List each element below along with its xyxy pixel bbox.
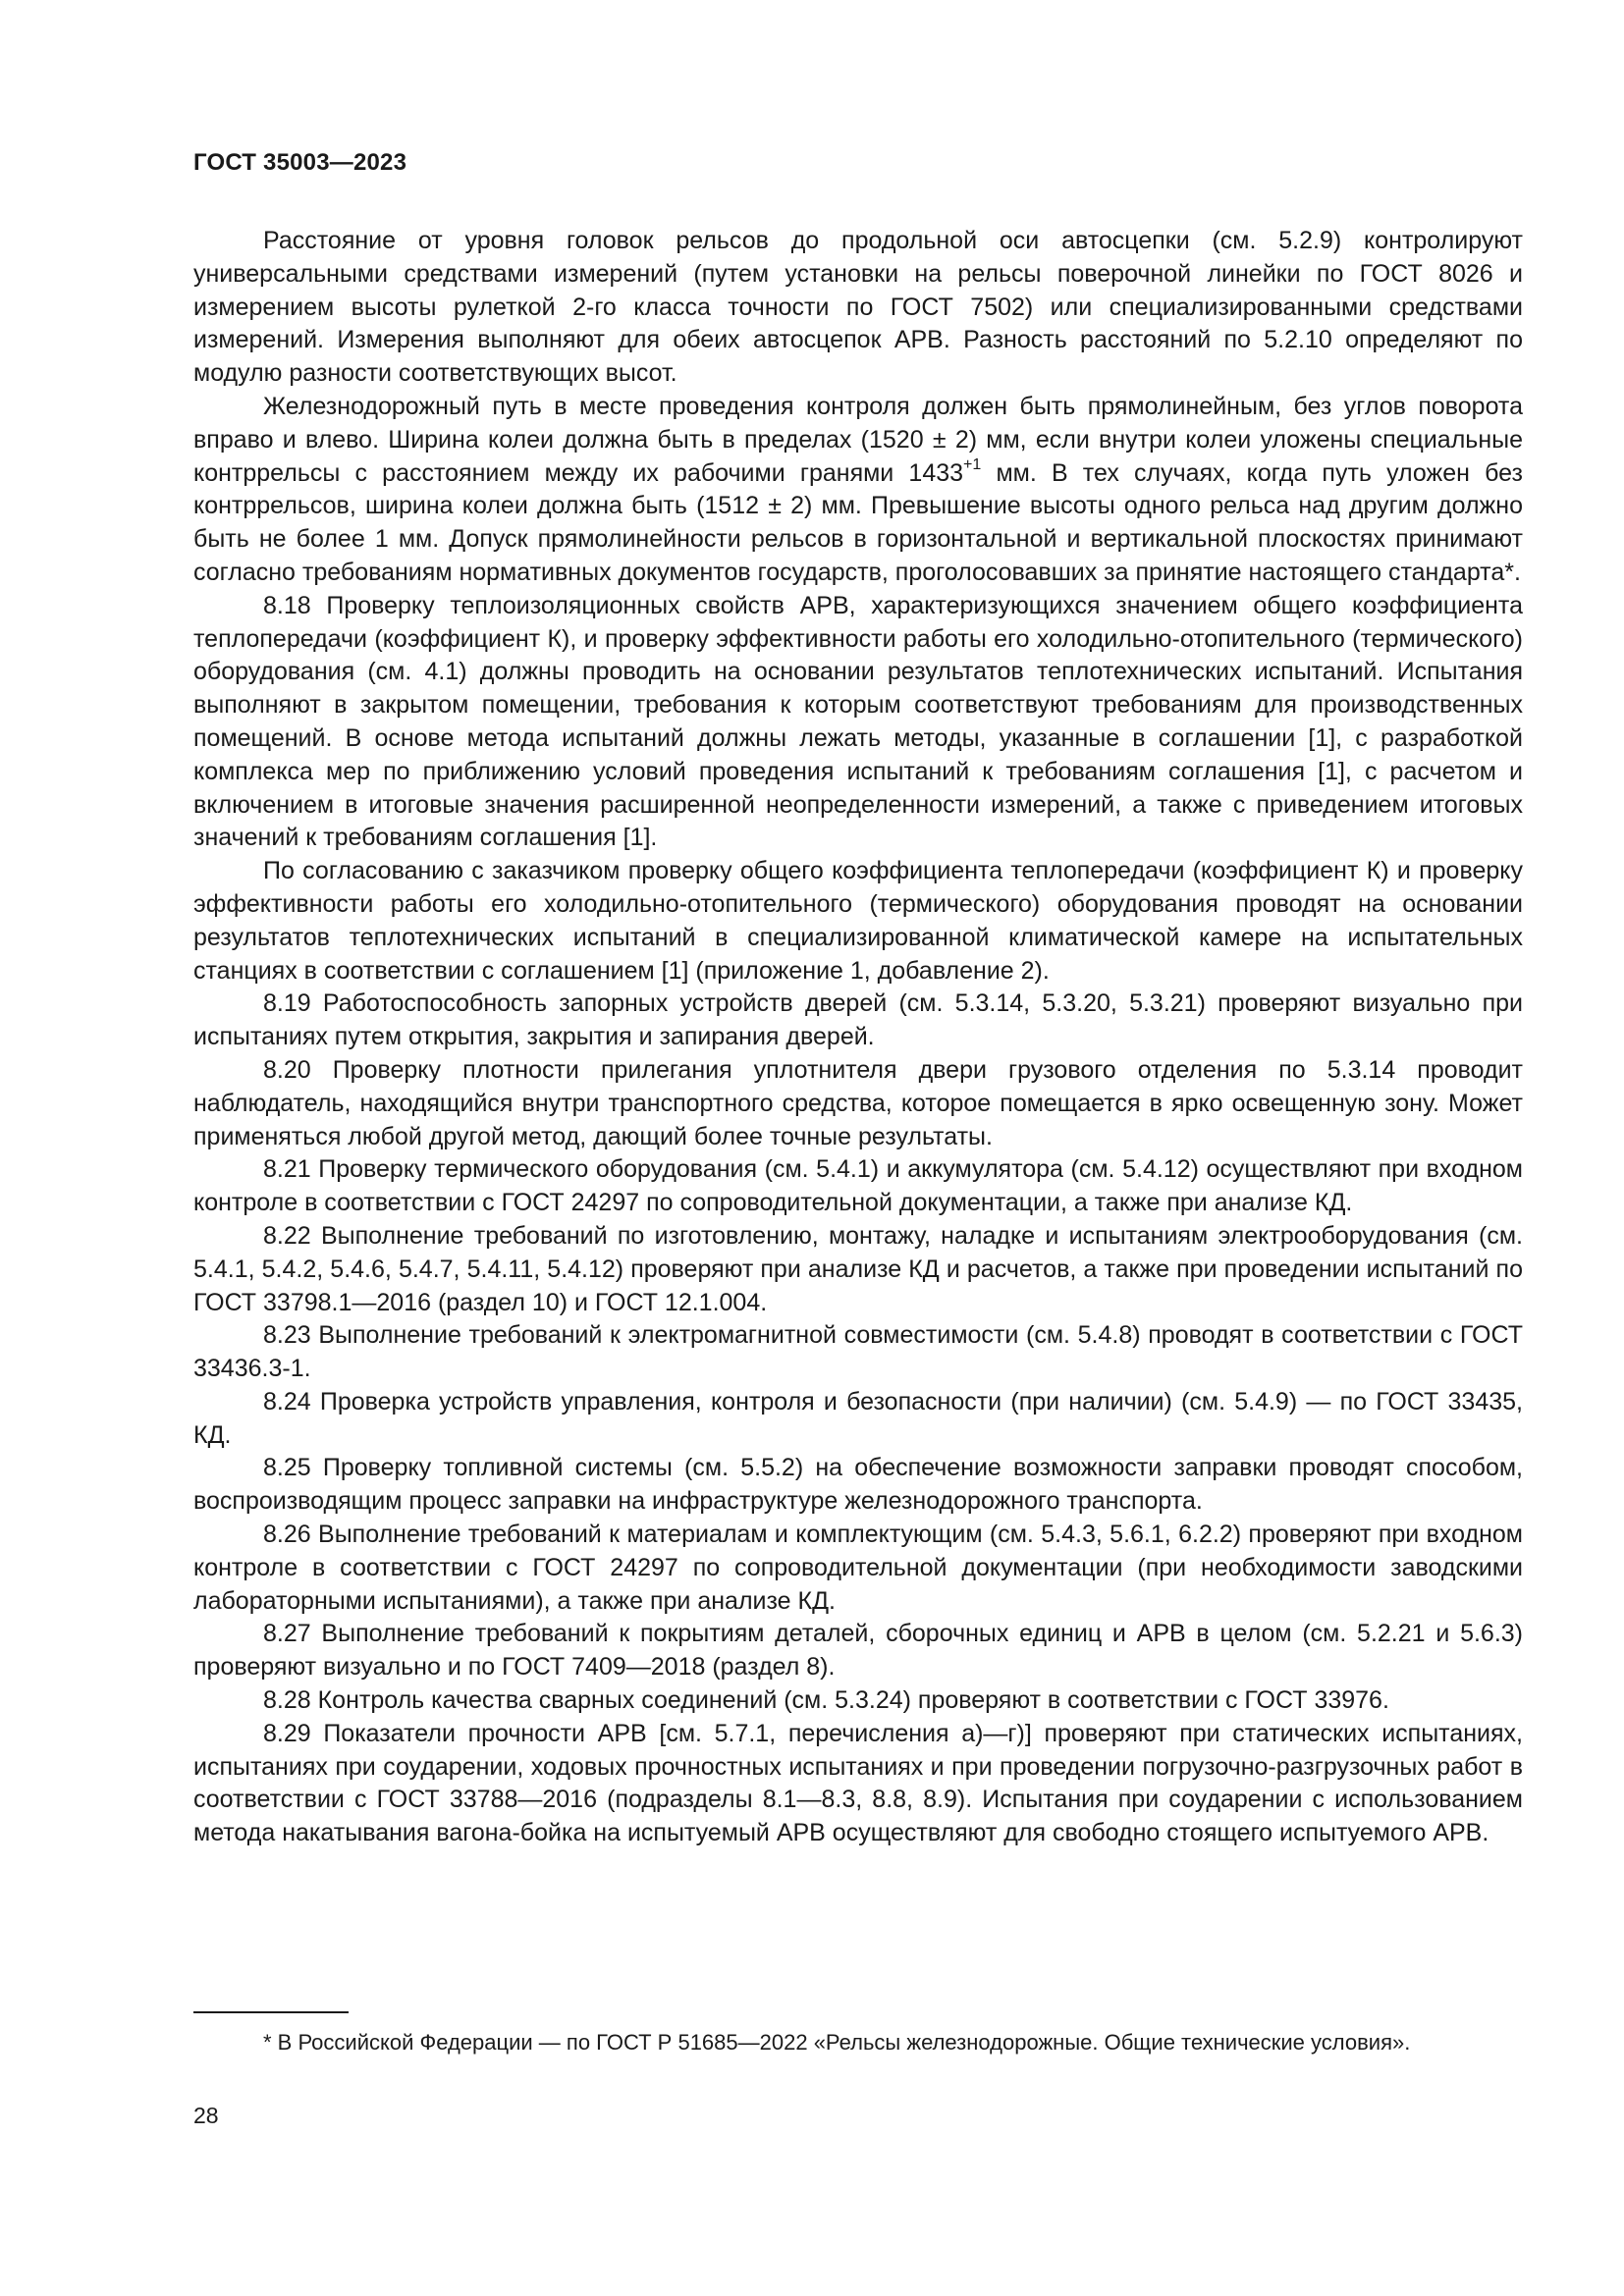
paragraph-8-21: 8.21 Проверку термического оборудования (см. 5.4.1) и аккумулятора (см. 5.4.12) осуществляют при входном контроле в соответствии с ГОСТ 24297 по сопроводительной документации, а также при анализе КД. xyxy=(193,1155,1523,1217)
paragraph-8-18: 8.18 Проверку теплоизоляционных свойств АРВ, характеризующихся значением общего коэффициента теплопередачи (коэффициент К), и проверку эффективности работы его холодильно-отопительного (термического) оборудования (см. 4.1) должны проводить на основании результатов теплотехнических испытаний. Испытания выполняют в закрытом помещении, требования к которым соответствуют требованиям для производственных помещений. В основе метода испытаний должны лежать методы, указанные в соглашении [1], с разработкой комплекса мер по приближению условий проведения испытаний к требованиям соглашения [1], с расчетом и включением в итоговые значения расширенной неопределенности измерений, а также с приведением итоговых значений к требованиям соглашения [1]. xyxy=(193,591,1523,852)
paragraph-8-28: 8.28 Контроль качества сварных соединений (см. 5.3.24) проверяют в соответствии с ГОСТ 33976. xyxy=(263,1686,1389,1715)
body-text xyxy=(193,225,1523,1850)
paragraph-8-24: 8.24 Проверка устройств управления, контроля и безопасности (при наличии) (см. 5.4.9) — по ГОСТ 33435, КД. xyxy=(193,1387,1523,1449)
paragraph-8-25: 8.25 Проверку топливной системы (см. 5.5.2) на обеспечение возможности заправки проводят способом, воспроизводящим процесс заправки на инфраструктуре железнодорожного транспорта. xyxy=(193,1454,1523,1516)
footnote-text: * В Российской Федерации — по ГОСТ Р 51685—2022 «Рельсы железнодорожные. Общие технические условия». xyxy=(263,2030,1411,2055)
paragraph-text-part: Железнодорожный путь в месте проведения контроля должен быть прямолинейным, без углов поворота вправо и влево. Ширина колеи должна быть в пределах (1520 ± 2) мм, если внутри колеи уложены специальные контррельсы с расстоянием между их рабочими гранями 1433 xyxy=(193,392,1523,487)
paragraph-8-23: 8.23 Выполнение требований к электромагнитной совместимости (см. 5.4.8) проводят в соответствии с ГОСТ 33436.3-1. xyxy=(193,1321,1523,1383)
footnote-divider xyxy=(193,2011,349,2013)
paragraph-8-20: 8.20 Проверку плотности прилегания уплотнителя двери грузового отделения по 5.3.14 проводит наблюдатель, находящийся внутри транспортного средства, которое помещается в ярко освещенную зону. Может применяться любой другой метод, дающий более точные результаты. xyxy=(193,1055,1523,1150)
footnote xyxy=(193,2027,1523,2058)
paragraph-8-27: 8.27 Выполнение требований к покрытиям деталей, сборочных единиц и АРВ в целом (см. 5.2.21 и 5.6.3) проверяют визуально и по ГОСТ 7409—2018 (раздел 8). xyxy=(193,1620,1523,1682)
paragraph-8-17-coupler-height: Расстояние от уровня головок рельсов до продольной оси автосцепки (см. 5.2.9) контролируют универсальными средствами измерений (путем установки на рельсы поверочной линейки по ГОСТ 8026 и измерением высоты рулеткой 2-го класса точности по ГОСТ 7502) или специализированными средствами измерений. Измерения выполняют для обеих автосцепок АРВ. Разность расстояний по 5.2.10 определяют по модулю разности соответствующих высот. xyxy=(193,227,1523,388)
paragraph-8-22: 8.22 Выполнение требований по изготовлению, монтажу, наладке и испытаниям электрооборудования (см. 5.4.1, 5.4.2, 5.4.6, 5.4.7, 5.4.11, 5.4.12) проверяют при анализе КД и расчетов, а также при проведении испытаний по ГОСТ 33798.1—2016 (раздел 10) и ГОСТ 12.1.004. xyxy=(193,1221,1523,1316)
paragraph-text-part: мм. В тех случаях, когда путь уложен без контррельсов, ширина колеи должна быть (1512 ± 2) мм. Превышение высоты одного рельса над другим должно быть не более 1 мм. Допуск прямолинейности рельсов в горизонтальной и вертикальной плоскостях принимают согласно требованиям нормативных документов государств, проголосовавших за принятие настоящего стандарта*. xyxy=(193,458,1524,586)
paragraph-8-18-agreement: По согласованию с заказчиком проверку общего коэффициента теплопередачи (коэффициент К) и проверку эффективности работы его холодильно-отопительного (термического) оборудования проводят на основании результатов теплотехнических испытаний в специализированной климатической камере на испытательных станциях в соответствии с соглашением [1] (приложение 1, добавление 2). xyxy=(193,857,1523,985)
paragraph-8-19: 8.19 Работоспособность запорных устройств дверей (см. 5.3.14, 5.3.20, 5.3.21) проверяют визуально при испытаниях путем открытия, закрытия и запирания дверей. xyxy=(193,989,1523,1051)
paragraph-8-29: 8.29 Показатели прочности АРВ [см. 5.7.1, перечисления а)—г)] проверяют при статических испытаниях, испытаниях при соударении, ходовых прочностных испытаниях и при проведении погрузочно-разгрузочных работ в соответствии с ГОСТ 33788—2016 (подразделы 8.1—8.3, 8.8, 8.9). Испытания при соударении с использованием метода накатывания вагона-бойка на испытуемый АРВ осуществляют для свободно стоящего испытуемого АРВ. xyxy=(193,1719,1523,1847)
paragraph-8-17-track-requirements xyxy=(193,391,1523,590)
document-header: ГОСТ 35003—2023 xyxy=(193,149,407,176)
superscript-tolerance: +1 xyxy=(963,455,982,473)
page-number: 28 xyxy=(193,2103,219,2128)
paragraph-8-26: 8.26 Выполнение требований к материалам и комплектующим (см. 5.4.3, 5.6.1, 6.2.2) проверяют при входном контроле в соответствии с ГОСТ 24297 по сопроводительной документации (при необходимости заводскими лабораторными испытаниями), а также при анализе КД. xyxy=(193,1521,1523,1615)
